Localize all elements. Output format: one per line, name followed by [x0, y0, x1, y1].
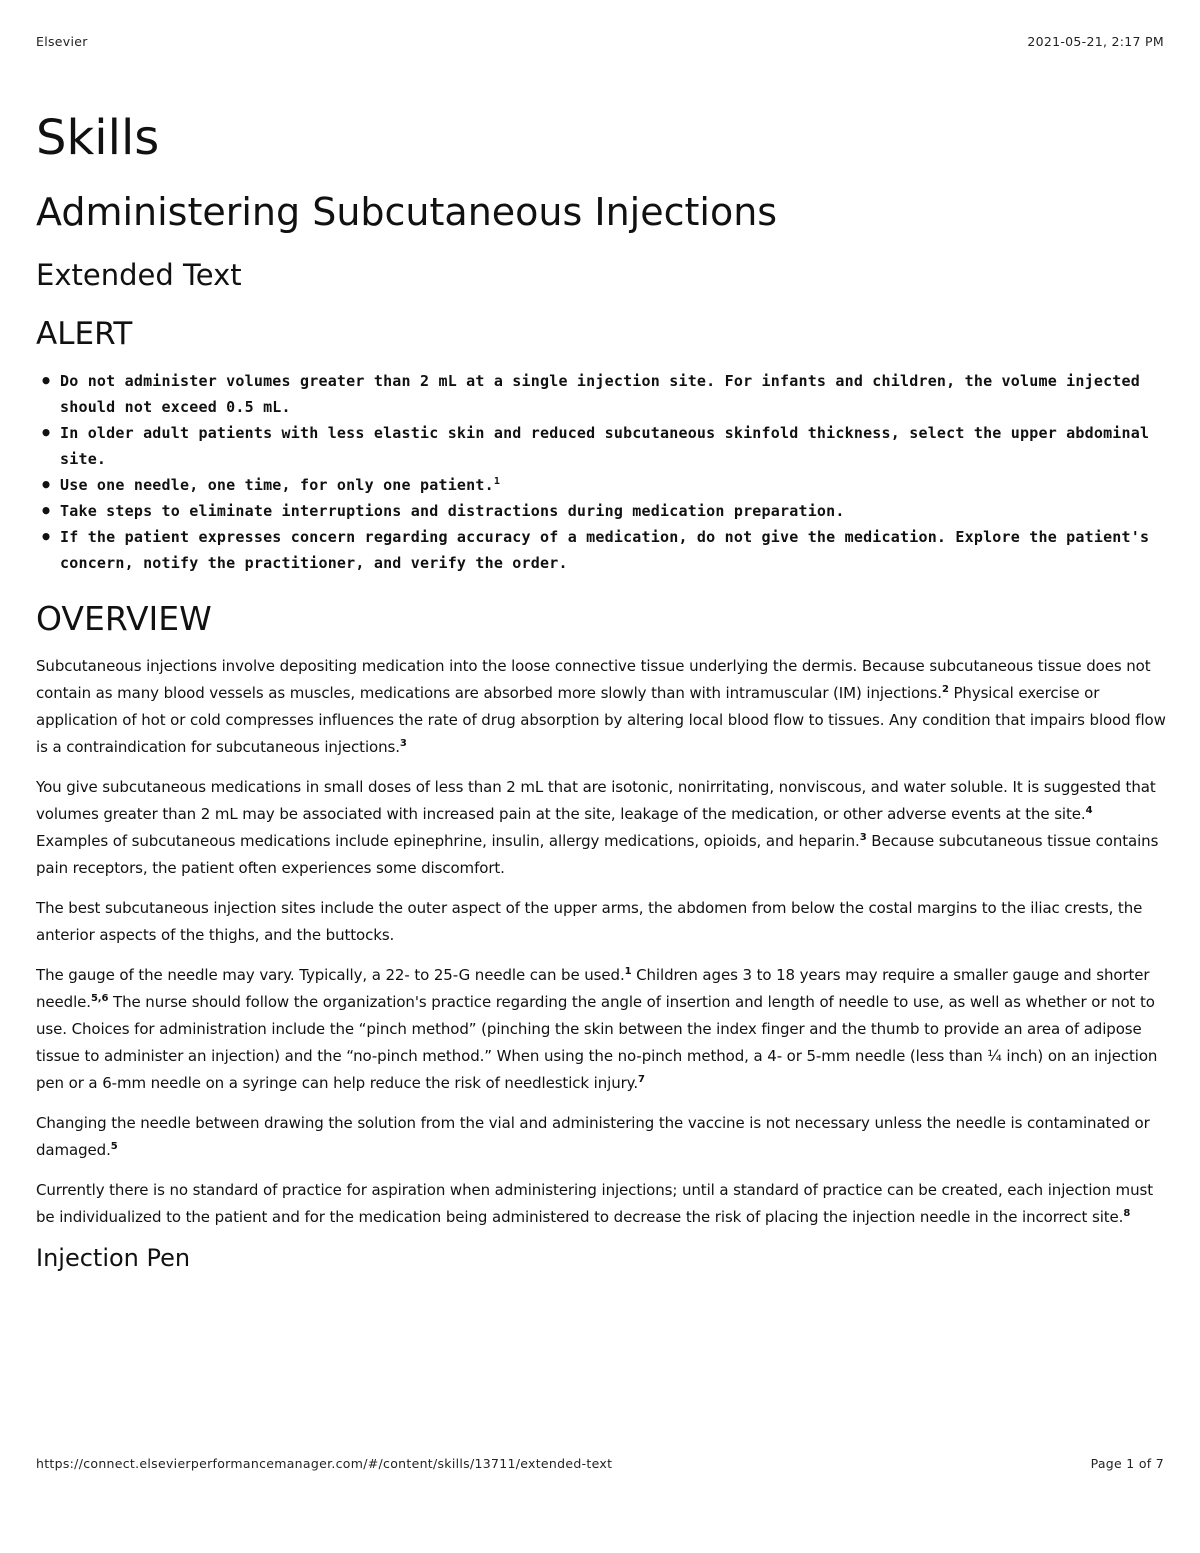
paragraph-text: Subcutaneous injections involve depositing medication into the loose connective tissue underlying the dermis. Because subcutaneous tissue does not contain as many blood vessels as muscles, medications are absorbed more slowly than with intramuscular (IM) injections. — [36, 657, 1151, 702]
overview-paragraph — [36, 774, 1166, 882]
paragraph-text: Currently there is no standard of practice for aspiration when administering injections; until a standard of practice can be created, each injection must be individualized to the patient and for the medication being administered to decrease the risk of placing the injection needle in the incorrect site. — [36, 1181, 1153, 1226]
header-source: Elsevier — [36, 34, 88, 49]
paragraph-text: Changing the needle between drawing the solution from the vial and administering the vaccine is not necessary unless the needle is contaminated or damaged. — [36, 1114, 1150, 1159]
alert-item: • Take steps to eliminate interruptions and distractions during medication preparation. — [36, 498, 1166, 524]
overview-paragraph: The best subcutaneous injection sites include the outer aspect of the upper arms, the abdomen from below the costal margins to the iliac crests, the anterior aspects of the thighs, and the buttocks. — [36, 899, 1143, 944]
paragraph-text: Physical exercise or application of hot or cold compresses influences the rate of drug absorption by altering local blood flow to tissues. Any condition that impairs blood flow is a contraindication for subcutaneous injections. — [36, 684, 1166, 756]
paragraph-text: You give subcutaneous medications in small doses of less than 2 mL that are isotonic, nonirritating, nonviscous, and water soluble. It is suggested that volumes greater than 2 mL may be associated with increased pain at the site, leakage of the medication, or other adverse events at the site. — [36, 778, 1156, 823]
alert-item: • In older adult patients with less elastic skin and reduced subcutaneous skinfold thickness, select the upper abdominal site. — [36, 420, 1166, 472]
footer-page-number: Page 1 of 7 — [1090, 1456, 1164, 1471]
overview-paragraph — [36, 1110, 1166, 1164]
alert-item: • If the patient expresses concern regarding accuracy of a medication, do not give the medication. Explore the patient's concern, notify the practitioner, and verify the order. — [36, 524, 1166, 576]
reference-link[interactable]: 3 — [399, 738, 407, 749]
footer-url[interactable]: https://connect.elsevierperformancemanager.com/#/content/skills/13711/extended-text — [36, 1456, 613, 1471]
paragraph-text: Children ages 3 to 18 years may require a smaller gauge and shorter needle. — [36, 966, 1150, 1011]
section-title: Extended Text — [36, 258, 242, 292]
reference-link[interactable]: 1 — [493, 476, 501, 487]
alert-item — [36, 472, 1166, 498]
overview-paragraph — [36, 962, 1166, 1097]
paragraph-text: Because subcutaneous tissue contains pain receptors, the patient often experiences some discomfort. — [36, 832, 1159, 877]
paragraph-text: The gauge of the needle may vary. Typically, a 22- to 25-G needle can be used. — [36, 966, 625, 984]
print-header — [36, 34, 1164, 49]
overview-heading: OVERVIEW — [36, 599, 212, 638]
paragraph-text: Examples of subcutaneous medications include epinephrine, insulin, allergy medications, opioids, and heparin. — [36, 832, 860, 850]
alert-list — [36, 368, 1166, 576]
reference-link[interactable]: 2 — [941, 684, 949, 695]
print-footer — [36, 1456, 1164, 1471]
overview-paragraph — [36, 653, 1166, 761]
reference-link[interactable]: 5,6 — [90, 993, 109, 1004]
skill-title: Administering Subcutaneous Injections — [36, 190, 778, 234]
reference-link[interactable]: 5 — [110, 1141, 118, 1152]
reference-link[interactable]: 7 — [638, 1074, 645, 1085]
injection-pen-heading: Injection Pen — [36, 1244, 191, 1272]
reference-link[interactable]: 4 — [1085, 805, 1093, 816]
reference-link[interactable]: 3 — [859, 832, 867, 843]
overview-paragraph — [36, 1177, 1166, 1231]
reference-link[interactable]: 1 — [624, 966, 632, 977]
header-timestamp: 2021-05-21, 2:17 PM — [1027, 34, 1164, 49]
alert-item: • Do not administer volumes greater than 2 mL at a single injection site. For infants and children, the volume injected should not exceed 0.5 mL. — [36, 368, 1166, 420]
alert-heading: ALERT — [36, 316, 133, 352]
reference-link[interactable]: 8 — [1123, 1208, 1131, 1219]
page-title: Skills — [36, 110, 160, 166]
page-content — [36, 108, 1166, 1275]
paragraph-text: The nurse should follow the organization's practice regarding the angle of insertion and length of needle to use, as well as whether or not to use. Choices for administration include the “pinch method” (pinching the skin between the index finger and the thumb to provide an area of adipose tissue to administer an injection) and the “no-pinch method.” When using the no-pinch method, a 4- or 5-mm needle (less than ¼ inch) on an injection pen or a 6-mm needle on a syringe can help reduce the risk of needlestick injury. — [36, 993, 1158, 1092]
alert-item-text: Use one needle, one time, for only one patient. — [60, 476, 494, 494]
